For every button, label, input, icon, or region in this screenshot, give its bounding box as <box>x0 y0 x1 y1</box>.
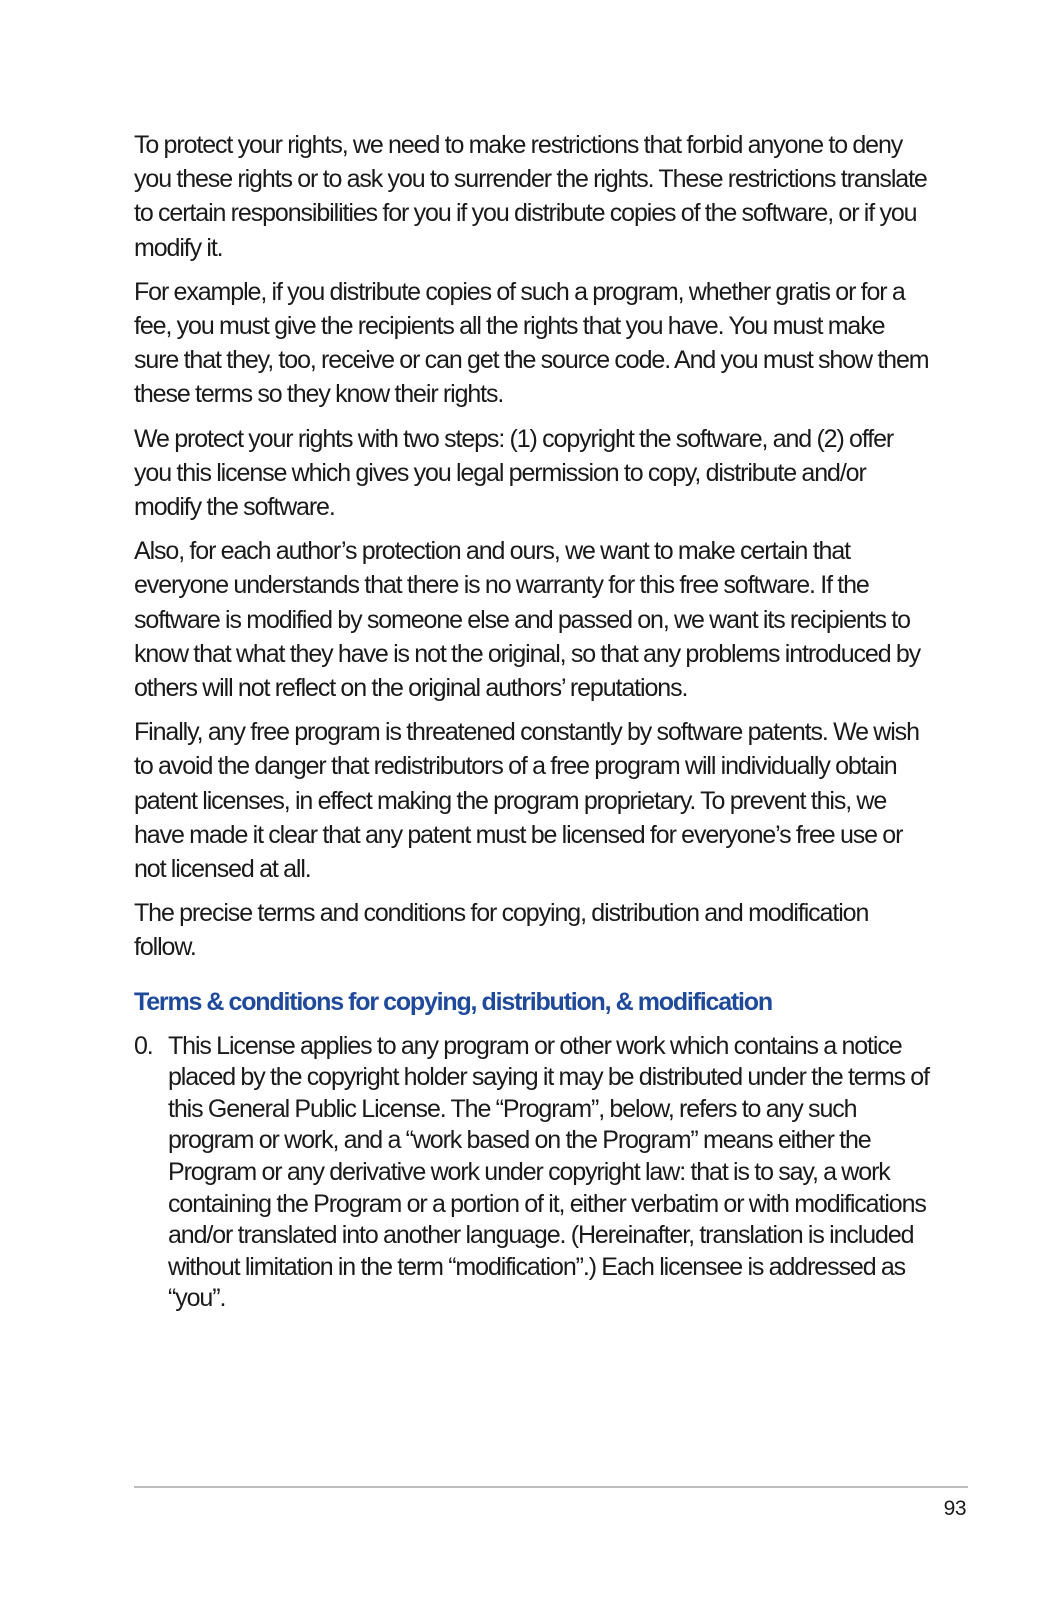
paragraph-patents: Finally, any free program is threatened constantly by software patents. We wish to avoid the danger that redistributors of a free program will individually obtain patent licenses, in effect making the program proprietary. To prevent this, we have made it clear that any patent must be licensed for everyone’s free use or not licensed at all. <box>134 718 919 884</box>
clause-text: This License applies to any program or other work which contains a notice placed by the copyright holder saying it may be distributed under the terms of this General Public License. The “Program”, below, refers to any such program or work, and a “work based on the Program” means either the Program or any derivative work under copyright law: that is to say, a work containing the Program or a portion of it, either verbatim or with modifications and/or translated into another language. (Hereinafter, translation is included without limitation in the term “modification”.) Each licensee is addressed as “you”. <box>168 1031 929 1313</box>
clause-item <box>134 1031 934 1315</box>
page-number: 93 <box>943 1497 966 1520</box>
paragraph-rights-restrictions: To protect your rights, we need to make restrictions that forbid anyone to deny you these rights or to ask you to surrender the rights. These restrictions translate to certain responsibilities for you if you distribute copies of the software, or if you modify it. <box>134 131 927 262</box>
clause-number: 0. <box>134 1031 153 1060</box>
page-content <box>134 128 934 1315</box>
footer-divider <box>134 1486 968 1488</box>
paragraph-two-steps: We protect your rights with two steps: (1) copyright the software, and (2) offer you this license which gives you legal permission to copy, distribute and/or modify the software. <box>134 424 894 522</box>
paragraph-distribution-example: For example, if you distribute copies of such a program, whether gratis or for a fee, you must give the recipients all the rights that you have. You must make sure that they, too, receive or can get the source code. And you must show them these terms so they know their rights. <box>134 277 929 409</box>
paragraph-precise-terms: The precise terms and conditions for copying, distribution and modification follow. <box>134 899 869 962</box>
section-heading: Terms & conditions for copying, distribution, & modification <box>134 987 772 1016</box>
paragraph-no-warranty: Also, for each author’s protection and ours, we want to make certain that everyone understands that there is no warranty for this free software. If the software is modified by someone else and passed on, we want its recipients to know that what they have is not the original, so that any problems introduced by others will not reflect on the original authors’ reputations. <box>134 537 921 703</box>
